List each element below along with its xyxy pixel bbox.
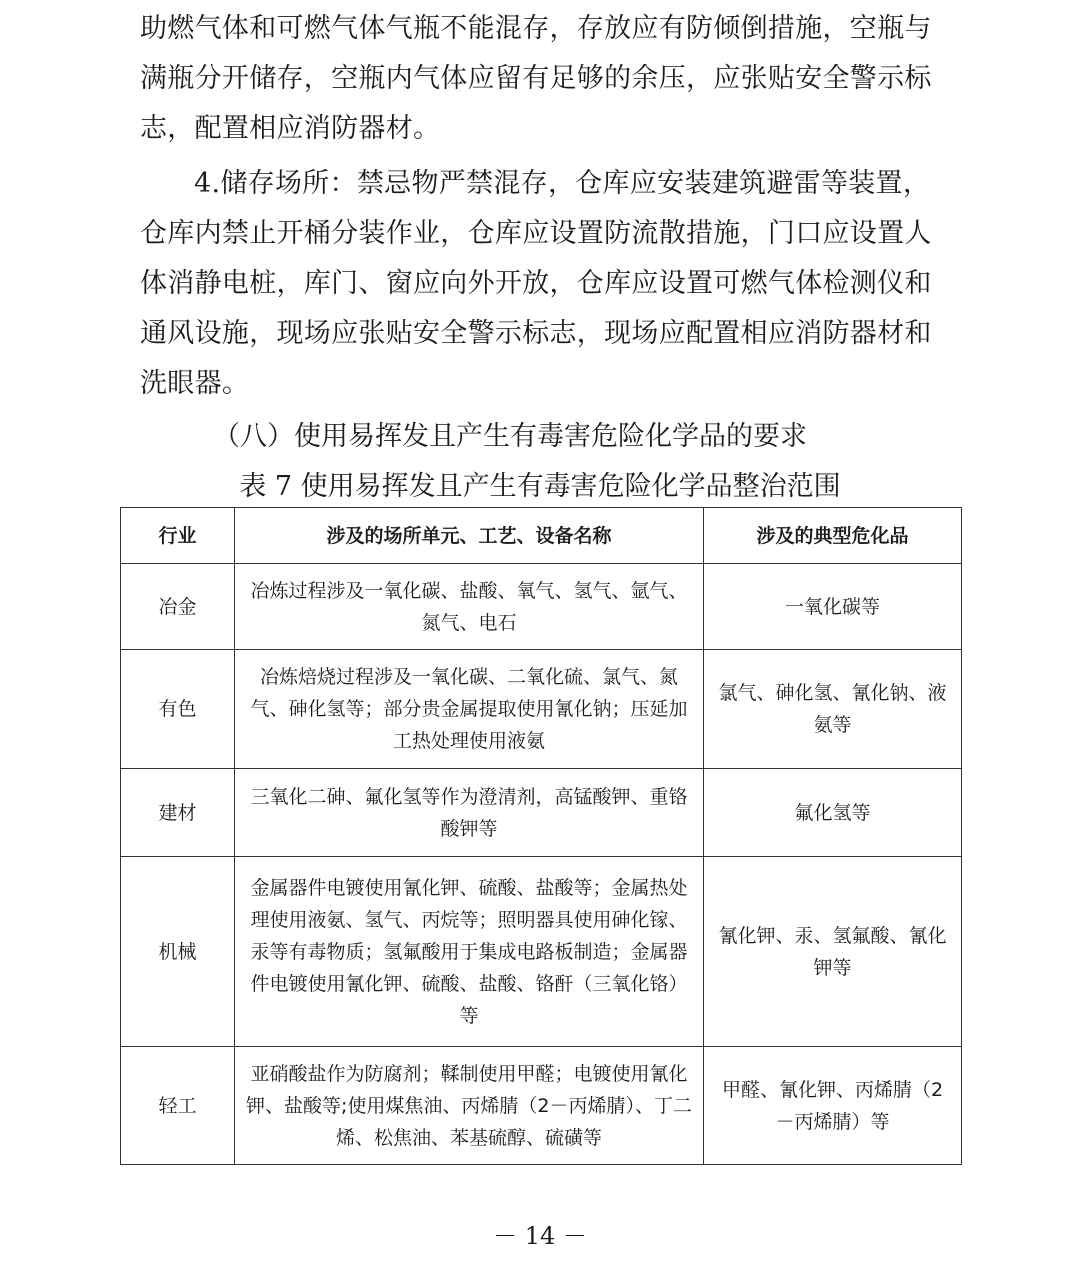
- table-cell-chemicals: 氟化氢等: [704, 769, 962, 857]
- table-row: [121, 857, 962, 1047]
- page-number: － 14 －: [493, 1222, 587, 1250]
- body-paragraph: 4.储存场所：禁忌物严禁混存，仓库应安装建筑避雷等装置，仓库内禁止开桶分装作业，仓库应设置防流散措施，门口应设置人体消静电桩，库门、窗应向外开放，仓库应设置可燃气体检测仪和通风设施，现场应张贴安全警示标志，现场应配置相应消防器材和洗眼器。: [140, 168, 932, 399]
- column-header: 行业: [121, 508, 235, 564]
- section-heading: （八）使用易挥发且产生有毒害危险化学品的要求: [213, 421, 807, 452]
- table-cell-chemicals: 氰化钾、汞、氢氟酸、氰化钾等: [704, 857, 962, 1047]
- column-header: 涉及的典型危化品: [704, 508, 962, 564]
- table-cell-industry: 有色: [121, 650, 235, 769]
- table-cell-process: 三氧化二砷、氟化氢等作为澄清剂，高锰酸钾、重铬酸钾等: [235, 769, 704, 857]
- table-cell-industry: 冶金: [121, 564, 235, 650]
- table-cell-process: 亚硝酸盐作为防腐剂；鞣制使用甲醛；电镀使用氰化钾、盐酸等;使用煤焦油、丙烯腈（2－丙烯腈）、丁二烯、松焦油、苯基硫醇、硫磺等: [235, 1047, 704, 1165]
- table-cell-industry: 建材: [121, 769, 235, 857]
- table-row: [121, 1047, 962, 1165]
- table-title: 表 7 使用易挥发且产生有毒害危险化学品整治范围: [239, 471, 841, 502]
- table-cell-chemicals: 一氧化碳等: [704, 564, 962, 650]
- table-cell-process: 冶炼焙烧过程涉及一氧化碳、二氧化硫、氯气、氮气、砷化氢等；部分贵金属提取使用氰化钠；压延加工热处理使用液氨: [235, 650, 704, 769]
- column-header: 涉及的场所单元、工艺、设备名称: [235, 508, 704, 564]
- data-table: [120, 507, 962, 1165]
- body-paragraph: 助燃气体和可燃气体气瓶不能混存，存放应有防倾倒措施，空瓶与满瓶分开储存，空瓶内气体应留有足够的余压，应张贴安全警示标志，配置相应消防器材。: [140, 13, 932, 144]
- table-cell-industry: 机械: [121, 857, 235, 1047]
- table-cell-chemicals: 氯气、砷化氢、氰化钠、液氨等: [704, 650, 962, 769]
- table-cell-process: 冶炼过程涉及一氧化碳、盐酸、氧气、氢气、氩气、氮气、电石: [235, 564, 704, 650]
- table-row: [121, 769, 962, 857]
- table-cell-industry: 轻工: [121, 1047, 235, 1165]
- table-cell-process: 金属器件电镀使用氰化钾、硫酸、盐酸等；金属热处理使用液氨、氢气、丙烷等；照明器具使用砷化镓、汞等有毒物质；氢氟酸用于集成电路板制造；金属器件电镀使用氰化钾、硫酸、盐酸、铬酐（三氧化铬）等: [235, 857, 704, 1047]
- table-cell-chemicals: 甲醛、氰化钾、丙烯腈（2－丙烯腈）等: [704, 1047, 962, 1165]
- table-row: [121, 564, 962, 650]
- table-header-row: [121, 508, 962, 564]
- table-row: [121, 650, 962, 769]
